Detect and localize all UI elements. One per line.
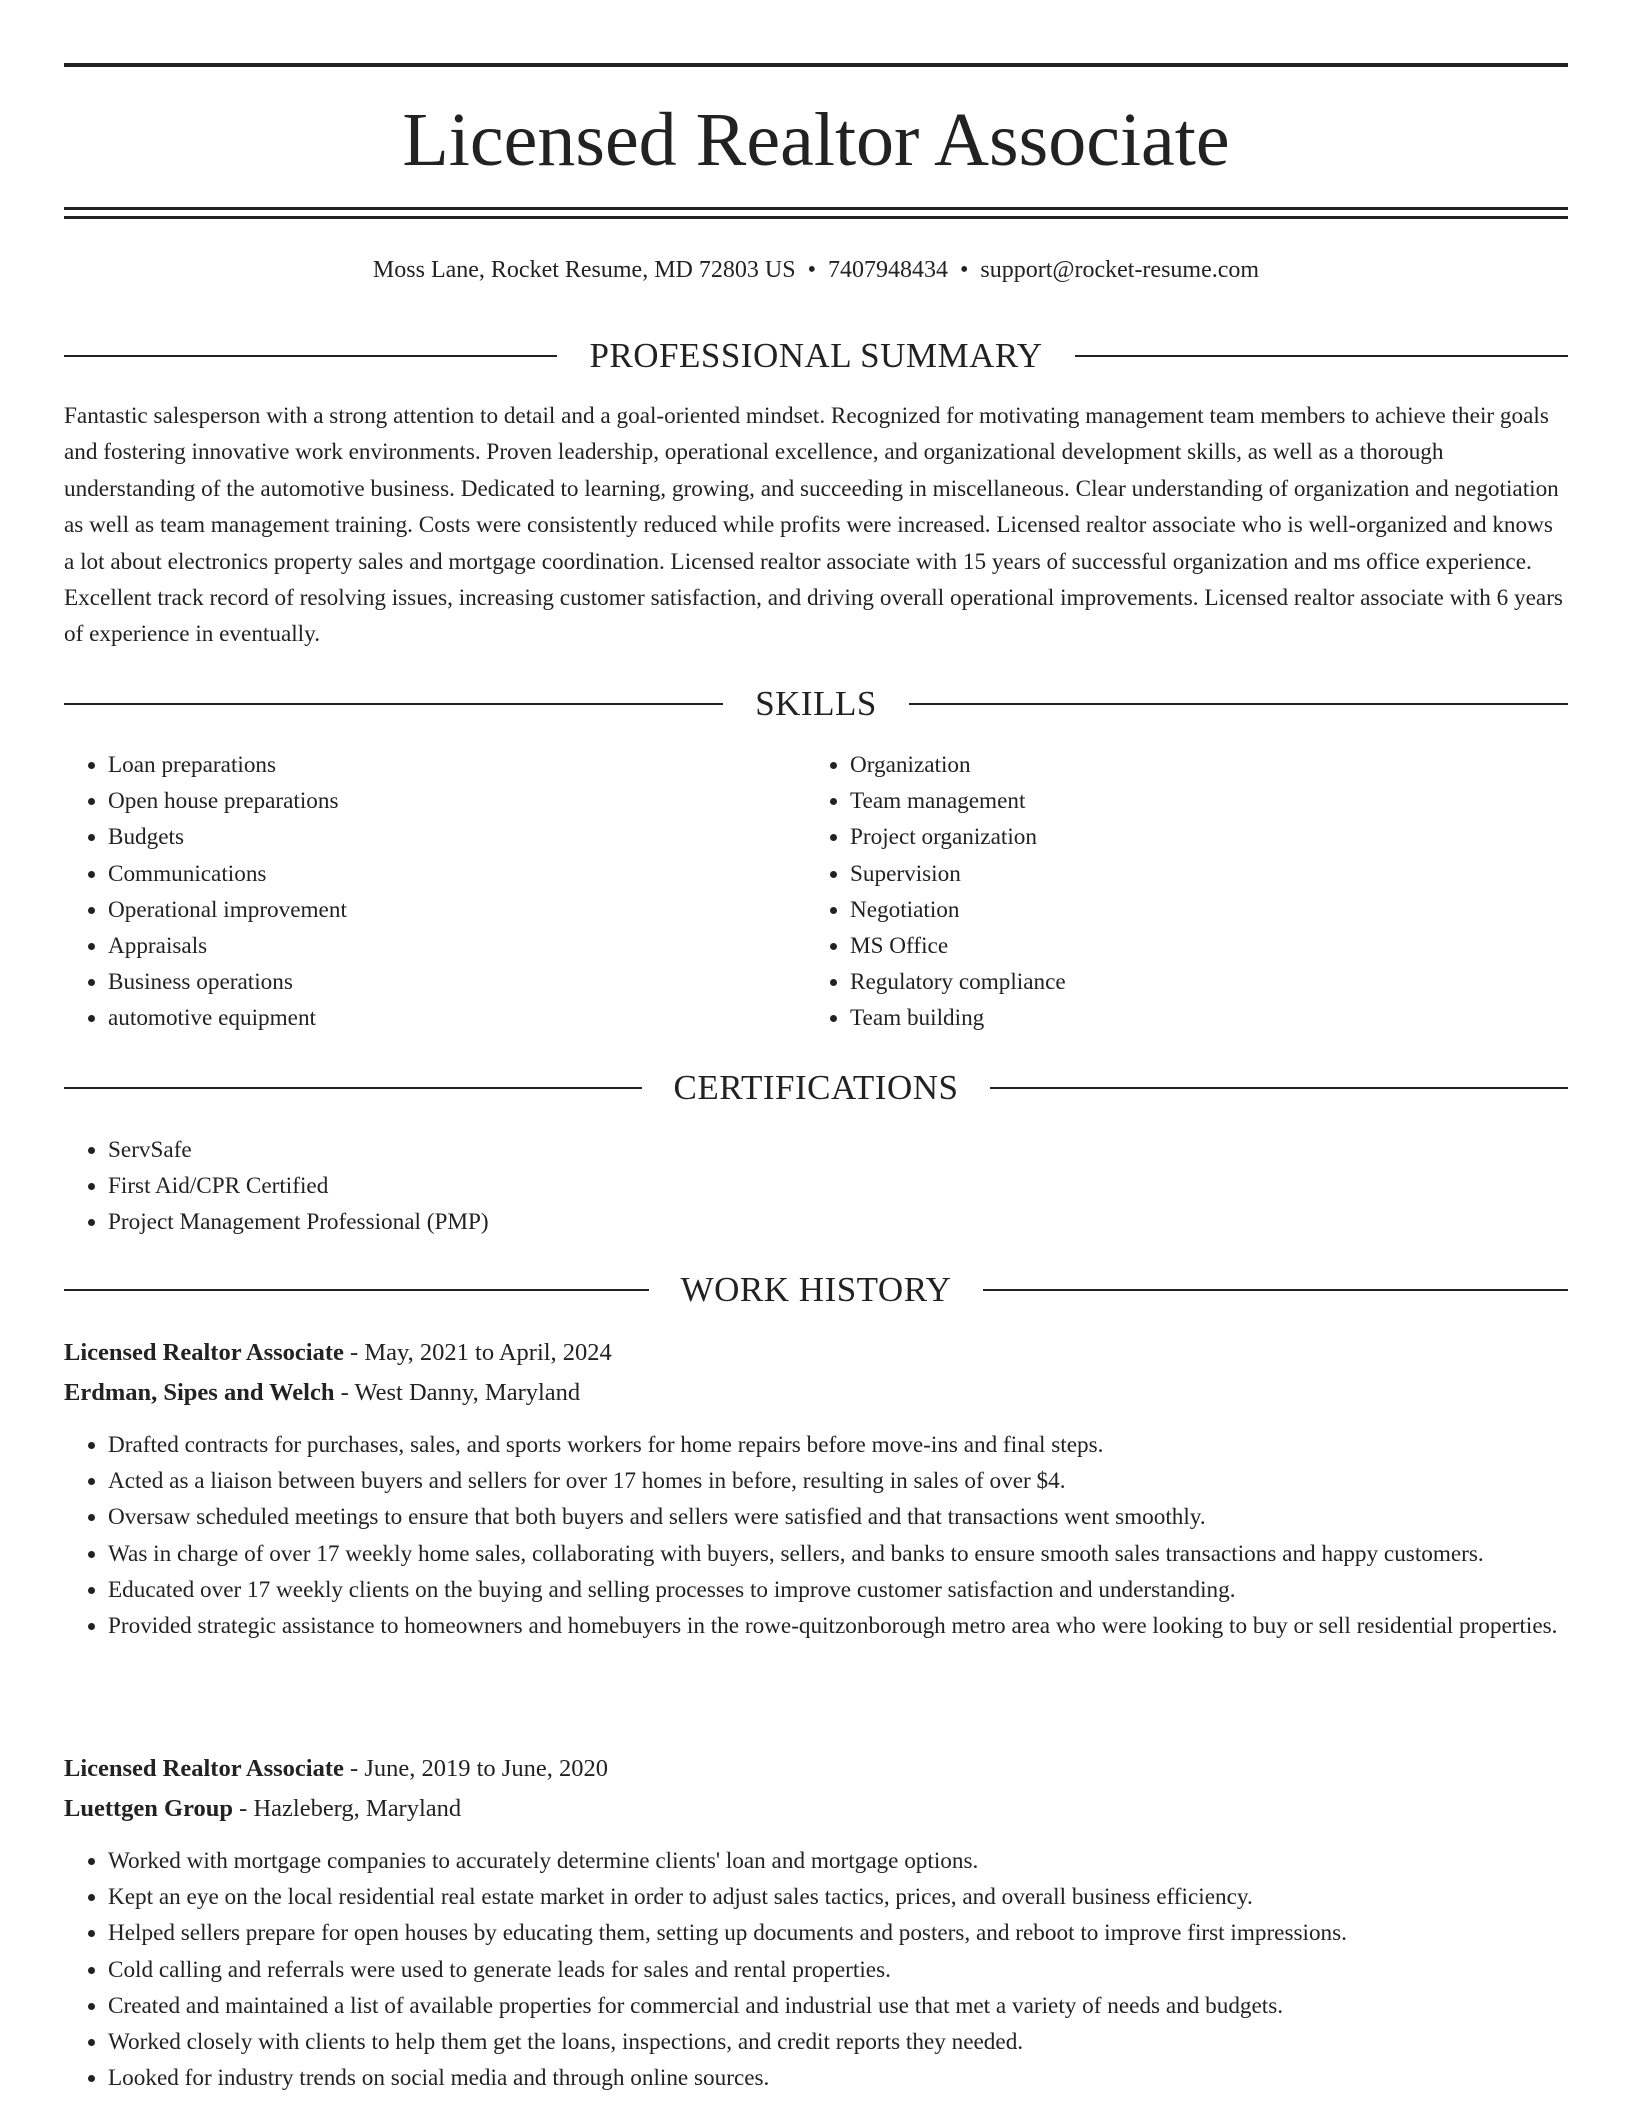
- job-location: - West Danny, Maryland: [334, 1379, 581, 1406]
- certifications-list: [64, 1132, 1568, 1241]
- section-title: CERTIFICATIONS: [673, 1068, 959, 1107]
- section-title: WORK HISTORY: [680, 1270, 952, 1309]
- heading-rule-left: [64, 355, 557, 357]
- heading-rule-left: [64, 1087, 642, 1089]
- skill-item: • Team building: [850, 1000, 1550, 1036]
- contact-separator: •: [807, 257, 816, 283]
- header-bottom-rule-second: [64, 216, 1568, 219]
- skill-item: • Regulatory compliance: [850, 964, 1550, 1000]
- contact-address: Moss Lane, Rocket Resume, MD 72803 US: [372, 257, 796, 283]
- job-bullet: • Worked closely with clients to help them get the loans, inspections, and credit reports they needed.: [108, 2024, 1568, 2060]
- candidate-name: Licensed Realtor Associate: [402, 98, 1230, 182]
- certifications-section-heading: [64, 1066, 1568, 1110]
- job-dates: - June, 2019 to June, 2020: [343, 1755, 608, 1782]
- section-title: PROFESSIONAL SUMMARY: [589, 336, 1043, 375]
- job-bullet: • Oversaw scheduled meetings to ensure that both buyers and sellers were satisfied and that transactions went smoothly.: [108, 1499, 1568, 1535]
- job-bullet: • Was in charge of over 17 weekly home sales, collaborating with buyers, sellers, and banks to ensure smooth sales transactions and happy customers.: [108, 1536, 1568, 1572]
- job-bullet: • Educated over 17 weekly clients on the buying and selling processes to improve customer satisfaction and understanding.: [108, 1572, 1568, 1608]
- header-bottom-rule: [64, 207, 1568, 210]
- job-title-line: [64, 1749, 1568, 1789]
- skills-section-heading: [64, 682, 1568, 726]
- contact-line: [64, 253, 1568, 287]
- skill-item: • Budgets: [108, 819, 808, 855]
- heading-rule-right: [909, 703, 1568, 705]
- skill-item: • Business operations: [108, 964, 808, 1000]
- heading-rule-right: [983, 1289, 1568, 1291]
- summary-section-heading: [64, 334, 1568, 378]
- job-bullet: • Helped sellers prepare for open houses by educating them, setting up documents and posters, and reboot to improve first impressions.: [108, 1915, 1568, 1951]
- skill-item: • Operational improvement: [108, 892, 808, 928]
- job-bullet: • Cold calling and referrals were used to generate leads for sales and rental properties.: [108, 1952, 1568, 1988]
- skills-list-right: [806, 747, 1550, 1037]
- skill-item: • Project organization: [850, 819, 1550, 855]
- job-bullet: • Drafted contracts for purchases, sales, and sports workers for home repairs before move-ins and final steps.: [108, 1427, 1568, 1463]
- contact-phone: 7407948434: [827, 257, 948, 283]
- job-title: Licensed Realtor Associate: [64, 1755, 344, 1782]
- skill-item: • automotive equipment: [108, 1000, 808, 1036]
- heading-rule-right: [1075, 355, 1568, 357]
- job-company: Erdman, Sipes and Welch: [64, 1379, 335, 1406]
- job-location: - Hazleberg, Maryland: [233, 1795, 462, 1822]
- job-title: Licensed Realtor Associate: [64, 1339, 344, 1366]
- section-title: SKILLS: [755, 684, 877, 723]
- job-bullet: • Provided strategic assistance to homeowners and homebuyers in the rowe-quitzonborough metro area who were looking to buy or sell residential properties.: [108, 1608, 1568, 1644]
- certification-item: • Project Management Professional (PMP): [108, 1204, 1568, 1240]
- job-bullet: • Created and maintained a list of available properties for commercial and industrial use that met a variety of needs and budgets.: [108, 1988, 1568, 2024]
- contact-email: support@rocket-resume.com: [980, 257, 1260, 283]
- skill-item: • Communications: [108, 856, 808, 892]
- job-bullet: • Acted as a liaison between buyers and sellers for over 17 homes in before, resulting in sales of over $4.: [108, 1463, 1568, 1499]
- skill-item: • MS Office: [850, 928, 1550, 964]
- heading-rule-left: [64, 1289, 649, 1291]
- heading-rule-left: [64, 703, 723, 705]
- skills-list-left: [64, 747, 808, 1037]
- skill-item: • Loan preparations: [108, 747, 808, 783]
- job-bullets: [64, 1843, 1568, 2096]
- skill-item: • Team management: [850, 783, 1550, 819]
- job-title-line: [64, 1333, 1568, 1373]
- job-dates: - May, 2021 to April, 2024: [343, 1339, 612, 1366]
- header-top-rule: [64, 63, 1568, 67]
- job-bullet: • Looked for industry trends on social media and through online sources.: [108, 2060, 1568, 2096]
- job-company: Luettgen Group: [64, 1795, 234, 1822]
- skill-item: • Appraisals: [108, 928, 808, 964]
- job-company-line: [64, 1789, 1568, 1829]
- heading-rule-right: [990, 1087, 1568, 1089]
- skill-item: • Organization: [850, 747, 1550, 783]
- certification-item: • First Aid/CPR Certified: [108, 1168, 1568, 1204]
- work-history-section-heading: [64, 1268, 1568, 1312]
- skill-item: • Supervision: [850, 856, 1550, 892]
- summary-text: Fantastic salesperson with a strong attention to detail and a goal-oriented mindset. Recognized for motivating management team members to achieve their goals and fostering innovative work environments. Proven leadership, operational excellence, and organizational development skills, as well as a thorough understanding of the automotive business. Dedicated to learning, growing, and succeeding in miscellaneous. Clear understanding of organization and negotiation as well as team management training. Costs were consistently reduced while profits were increased. Licensed realtor associate who is well-organized and knows a lot about electronics property sales and mortgage coordination. Licensed realtor associate with 15 years of successful organization and ms office experience. Excellent track record of resolving issues, increasing customer satisfaction, and driving overall operational improvements. Licensed realtor associate with 6 years of experience in eventually.: [64, 403, 1563, 648]
- skill-item: • Negotiation: [850, 892, 1550, 928]
- job-bullet: • Worked with mortgage companies to accurately determine clients' loan and mortgage options.: [108, 1843, 1568, 1879]
- contact-separator: •: [959, 257, 969, 283]
- skill-item: • Open house preparations: [108, 783, 808, 819]
- job-bullet: • Kept an eye on the local residential real estate market in order to adjust sales tactics, prices, and overall business efficiency.: [108, 1879, 1568, 1915]
- job-company-line: [64, 1373, 1568, 1413]
- certification-item: • ServSafe: [108, 1132, 1568, 1168]
- job-bullets: [64, 1427, 1568, 1644]
